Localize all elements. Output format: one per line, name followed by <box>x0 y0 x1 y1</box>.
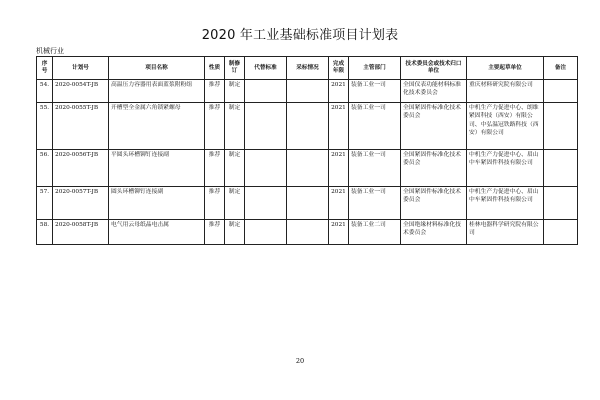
cell-replace <box>245 187 287 220</box>
cell-dept: 装备工业一司 <box>349 187 401 220</box>
cell-replace <box>245 80 287 103</box>
table-row <box>37 187 578 220</box>
page-number: 20 <box>295 357 305 365</box>
header-seq: 序号 <box>37 57 53 80</box>
cell-committee: 全国紧固件标准化技术委员会 <box>401 150 467 187</box>
cell-plan-no: 2020-0056T-JB <box>53 150 109 187</box>
cell-plan-no: 2020-0058T-JB <box>53 220 109 245</box>
section-label: 机械行业 <box>36 47 64 55</box>
cell-dept: 装备工业一司 <box>349 80 401 103</box>
table-row <box>37 103 578 150</box>
cell-seq: 55. <box>37 103 53 150</box>
header-note: 备注 <box>544 57 578 80</box>
cell-adopt <box>287 150 329 187</box>
table-row <box>37 220 578 245</box>
cell-name: 高温压力容器用表面蓝浆附粉组 <box>109 80 205 103</box>
cell-drafter: 桂林电器科学研究院有限公司 <box>467 220 544 245</box>
cell-revise: 制定 <box>225 187 245 220</box>
cell-note <box>544 80 578 103</box>
cell-nature: 推荐 <box>205 103 225 150</box>
table-header-row <box>37 57 578 80</box>
header-year: 完成年限 <box>329 57 349 80</box>
cell-year: 2021 <box>329 220 349 245</box>
cell-committee: 全国紧固件标准化技术委员会 <box>401 187 467 220</box>
table-row <box>37 80 578 103</box>
cell-year: 2021 <box>329 80 349 103</box>
cell-nature: 推荐 <box>205 187 225 220</box>
header-dept: 主管部门 <box>349 57 401 80</box>
table-row <box>37 150 578 187</box>
header-drafter: 主要起草单位 <box>467 57 544 80</box>
cell-note <box>544 187 578 220</box>
cell-nature: 推荐 <box>205 80 225 103</box>
cell-seq: 58. <box>37 220 53 245</box>
cell-committee: 全国仪表功能材料标准化技术委员会 <box>401 80 467 103</box>
cell-name: 开槽型全金属六角锁紧螺母 <box>109 103 205 150</box>
cell-year: 2021 <box>329 150 349 187</box>
cell-nature: 推荐 <box>205 220 225 245</box>
cell-adopt <box>287 103 329 150</box>
cell-nature: 推荐 <box>205 150 225 187</box>
cell-name: 电气用云母纸晶电击属 <box>109 220 205 245</box>
header-plan-no: 计划号 <box>53 57 109 80</box>
cell-drafter: 中机生产力促进中心、眉山中车紧固件科技有限公司 <box>467 150 544 187</box>
cell-seq: 56. <box>37 150 53 187</box>
cell-committee: 全国绝缘材料标准化技术委员会 <box>401 220 467 245</box>
cell-replace <box>245 103 287 150</box>
cell-seq: 57. <box>37 187 53 220</box>
cell-revise: 制定 <box>225 220 245 245</box>
cell-dept: 装备工业一司 <box>349 103 401 150</box>
cell-drafter: 中机生产力促进中心、朗维紧固科技（西安）有限公司、中弘温冠铁路科技（西安）有限公司 <box>467 103 544 150</box>
cell-drafter: 中机生产力促进中心、眉山中车紧固件科技有限公司 <box>467 187 544 220</box>
cell-year: 2021 <box>329 187 349 220</box>
cell-year: 2021 <box>329 103 349 150</box>
cell-drafter: 重庆材料研究院有限公司 <box>467 80 544 103</box>
cell-name: 平圆头环槽铆钉连接副 <box>109 150 205 187</box>
cell-adopt <box>287 187 329 220</box>
cell-plan-no: 2020-0054T-JB <box>53 80 109 103</box>
header-nature: 性质 <box>205 57 225 80</box>
header-committee: 技术委员会或技术归口单位 <box>401 57 467 80</box>
cell-replace <box>245 220 287 245</box>
page-title: 2020 年工业基础标准项目计划表 <box>201 28 399 43</box>
cell-dept: 装备工业二司 <box>349 220 401 245</box>
cell-adopt <box>287 80 329 103</box>
cell-committee: 全国紧固件标准化技术委员会 <box>401 103 467 150</box>
header-name: 项目名称 <box>109 57 205 80</box>
header-revise: 制修订 <box>225 57 245 80</box>
cell-adopt <box>287 220 329 245</box>
cell-name: 圆头环槽铆钉连接副 <box>109 187 205 220</box>
cell-replace <box>245 150 287 187</box>
header-adopt: 采标情况 <box>287 57 329 80</box>
cell-note <box>544 150 578 187</box>
cell-note <box>544 103 578 150</box>
cell-dept: 装备工业一司 <box>349 150 401 187</box>
cell-plan-no: 2020-0055T-JB <box>53 103 109 150</box>
cell-note <box>544 220 578 245</box>
cell-revise: 制定 <box>225 80 245 103</box>
cell-revise: 制定 <box>225 103 245 150</box>
header-replace: 代替标准 <box>245 57 287 80</box>
cell-plan-no: 2020-0057T-JB <box>53 187 109 220</box>
cell-revise: 制定 <box>225 150 245 187</box>
plan-table <box>36 56 578 245</box>
cell-seq: 54. <box>37 80 53 103</box>
